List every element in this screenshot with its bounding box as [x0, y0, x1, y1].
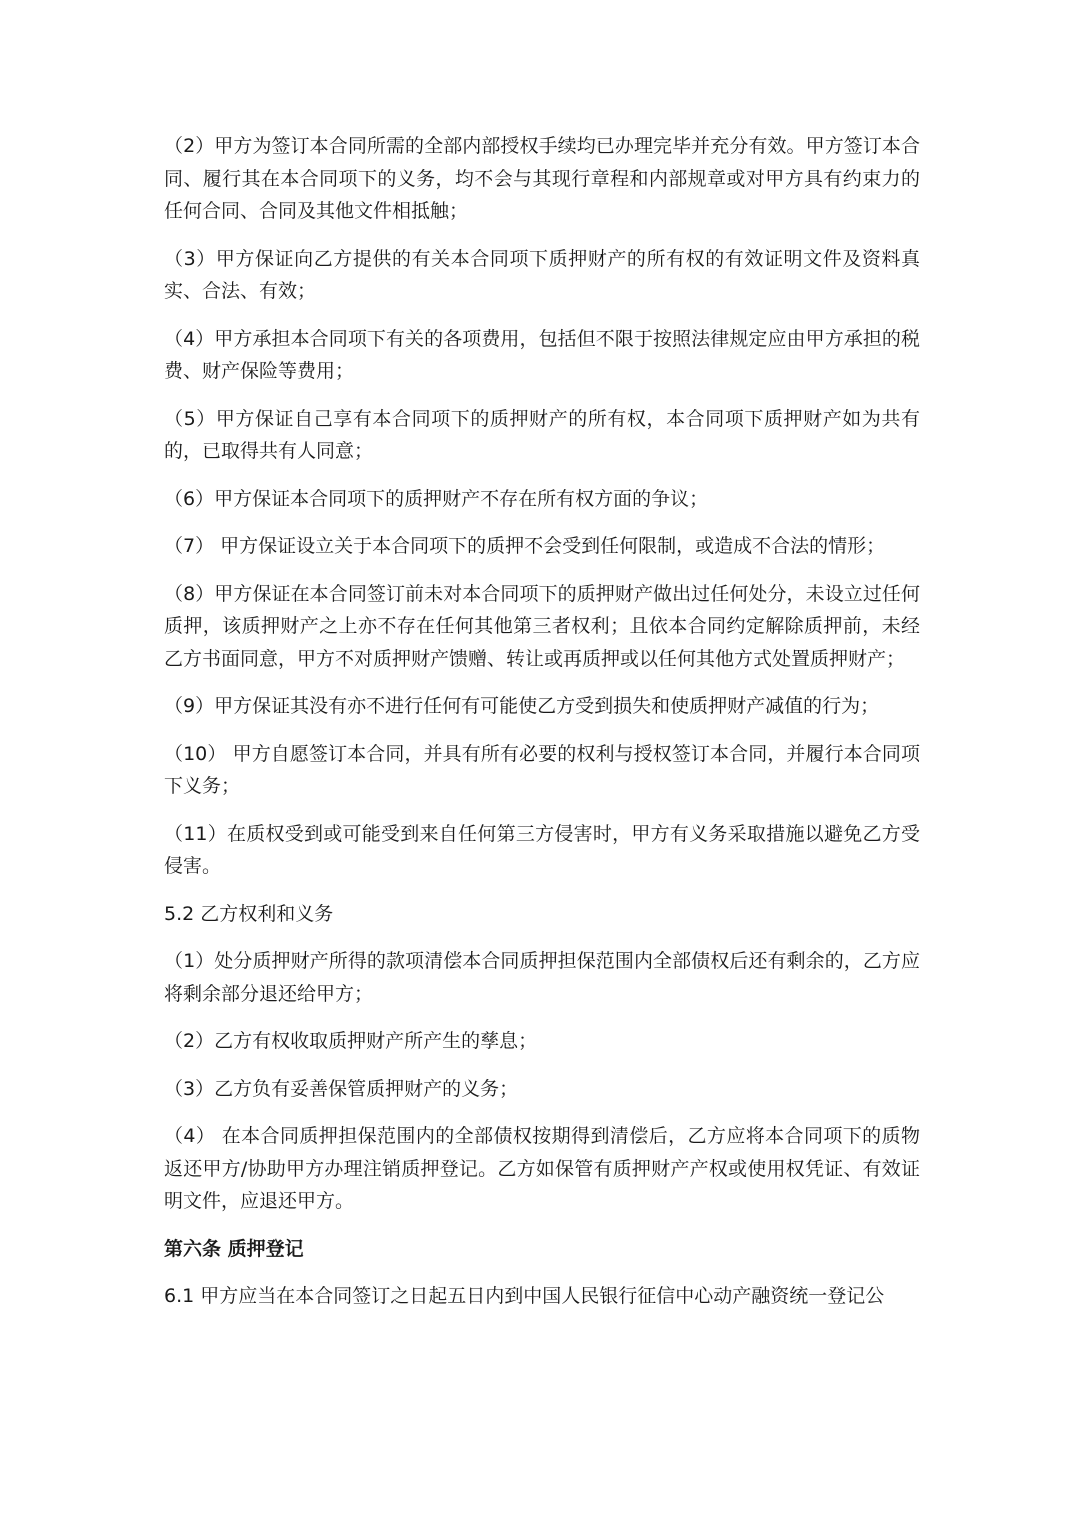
clause-5-1-3: （3）甲方保证向乙方提供的有关本合同项下质押财产的所有权的有效证明文件及资料真实、合法、有效； — [164, 247, 920, 302]
clause-6-1: 6.1 甲方应当在本合同签订之日起五日内到中国人民银行征信中心动产融资统一登记公 — [164, 1285, 885, 1307]
clause-5-1-2: （2）甲方为签订本合同所需的全部内部授权手续均已办理完毕并充分有效。甲方签订本合同、履行其在本合同项下的义务，均不会与其现行章程和内部规章或对甲方具有约束力的任何合同、合同及其他文件相抵触； — [164, 135, 920, 222]
article-6-heading: 第六条 质押登记 — [164, 1237, 304, 1260]
clause-5-1-11: （11）在质权受到或可能受到来自任何第三方侵害时，甲方有义务采取措施以避免乙方受侵害。 — [164, 822, 920, 877]
clause-5-1-6: （6）甲方保证本合同项下的质押财产不存在所有权方面的争议； — [164, 487, 709, 510]
document-page — [164, 130, 920, 1328]
clause-5-1-9: （9）甲方保证其没有亦不进行任何有可能使乙方受到损失和使质押财产减值的行为； — [164, 695, 880, 717]
section-5-2-heading: 5.2 乙方权利和义务 — [164, 902, 334, 925]
clause-5-1-4: （4）甲方承担本合同项下有关的各项费用，包括但不限于按照法律规定应由甲方承担的税费、财产保险等费用； — [164, 327, 920, 382]
clause-5-1-8: （8）甲方保证在本合同签订前未对本合同项下的质押财产做出过任何处分，未设立过任何质押，该质押财产之上亦不存在任何其他第三者权利；且依本合同约定解除质押前，未经乙方书面同意，甲方不对质押财产馈赠、转让或再质押或以任何其他方式处置质押财产； — [164, 582, 920, 670]
clause-5-1-10: （10） 甲方自愿签订本合同，并具有所有必要的权利与授权签订本合同，并履行本合同项下义务； — [164, 742, 920, 797]
clause-5-2-2: （2）乙方有权收取质押财产所产生的孳息； — [164, 1030, 538, 1052]
clause-5-1-7: （7） 甲方保证设立关于本合同项下的质押不会受到任何限制，或造成不合法的情形； — [164, 535, 886, 557]
clause-5-2-3: （3）乙方负有妥善保管质押财产的义务； — [164, 1077, 519, 1100]
clause-5-1-5: （5）甲方保证自己享有本合同项下的质押财产的所有权，本合同项下质押财产如为共有的，已取得共有人同意； — [164, 407, 920, 462]
clause-5-2-4: （4） 在本合同质押担保范围内的全部债权按期得到清偿后，乙方应将本合同项下的质物返还甲方/协助甲方办理注销质押登记。乙方如保管有质押财产产权或使用权凭证、有效证明文件，应退还甲方。 — [164, 1125, 920, 1212]
clause-5-2-1: （1）处分质押财产所得的款项清偿本合同质押担保范围内全部债权后还有剩余的，乙方应将剩余部分退还给甲方； — [164, 950, 920, 1005]
